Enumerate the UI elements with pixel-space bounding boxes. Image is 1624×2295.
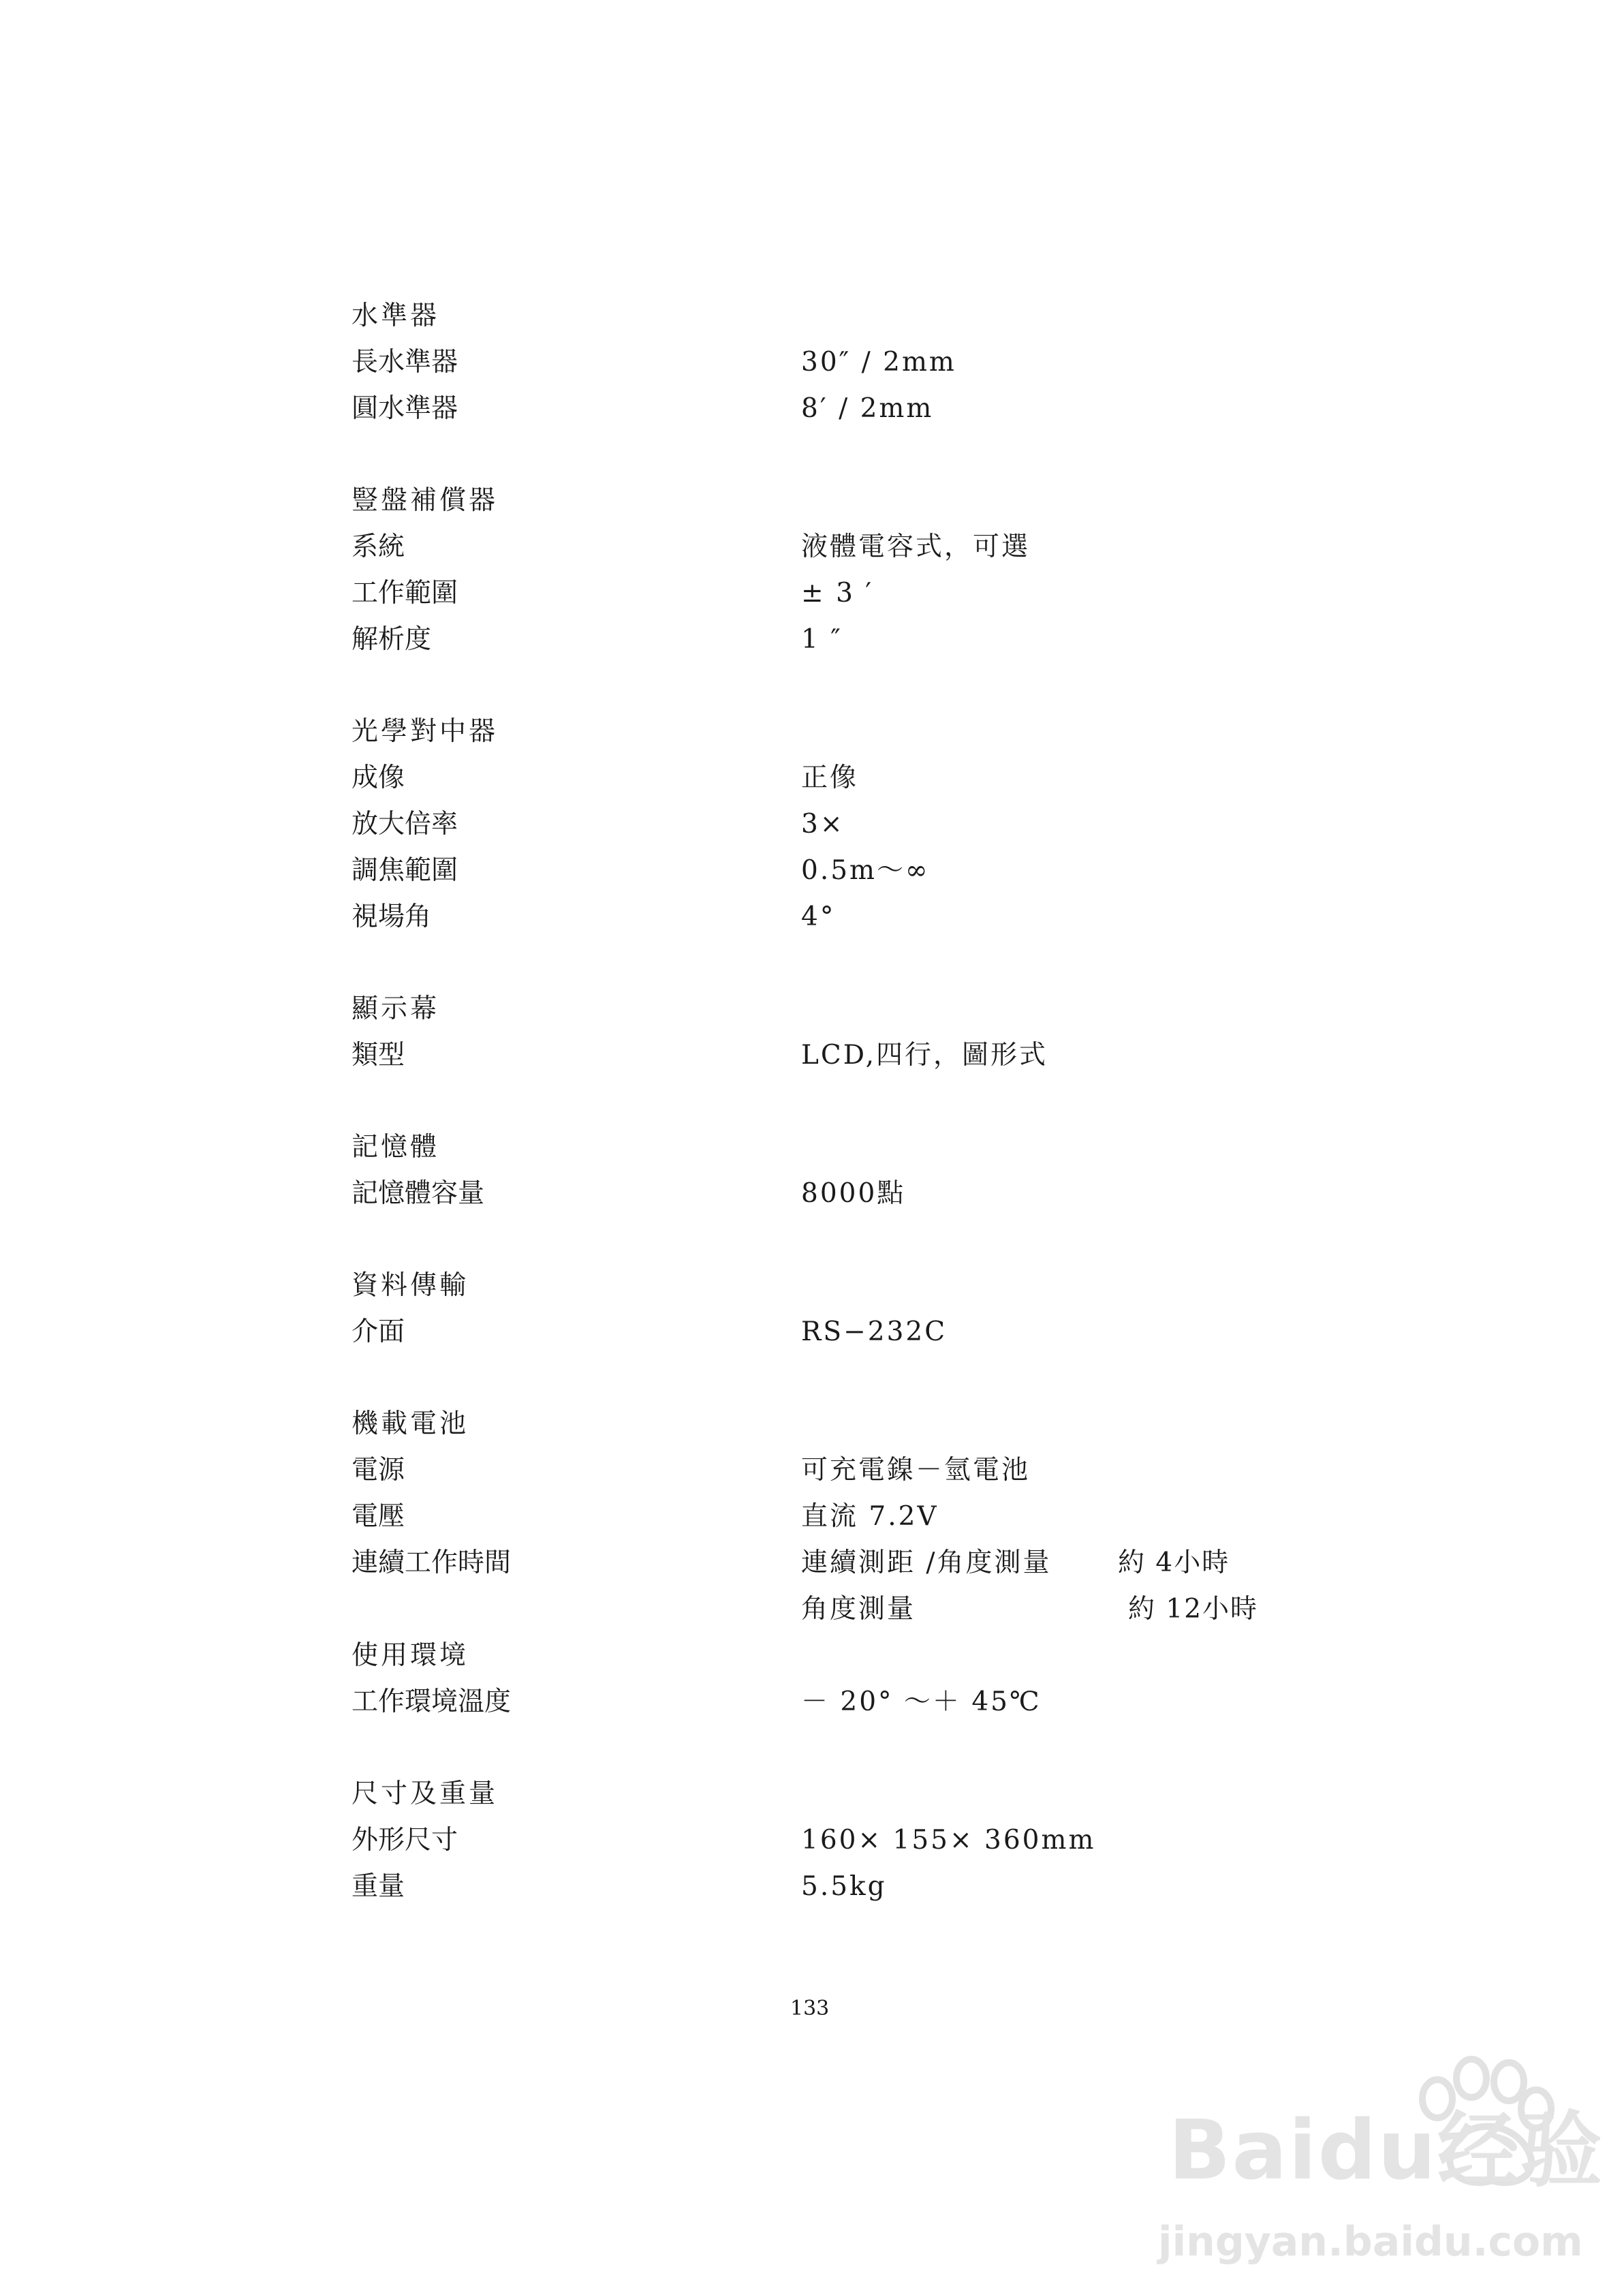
spec-label: 視場角 [352, 902, 432, 932]
spec-value: 1 ″ [801, 624, 843, 655]
spec-row [352, 1817, 1373, 1864]
spec-label: 調焦範圍 [352, 855, 458, 886]
spec-value: 液體電容式，可選 [801, 532, 1031, 562]
spec-label: 圓水準器 [352, 393, 458, 424]
section-title: 水準器 [352, 301, 440, 331]
spec-value: RS−232C [801, 1316, 948, 1347]
spec-label: 類型 [352, 1040, 405, 1071]
spec-label: 工作環境溫度 [352, 1686, 512, 1717]
section-optical-plummet [352, 709, 1373, 940]
spec-label: 系統 [352, 532, 405, 562]
page-number: 133 [790, 1997, 830, 2020]
section-title: 記憶體 [352, 1132, 440, 1162]
spec-value: 0.5m～∞ [801, 855, 930, 886]
spec-label: 電源 [352, 1455, 405, 1485]
spec-value: 可充電鎳－氫電池 [801, 1455, 1031, 1485]
spec-label: 重量 [352, 1871, 405, 1902]
spec-label: 工作範圍 [352, 578, 458, 609]
spec-value: － 20° ～＋ 45℃ [801, 1686, 1042, 1717]
spec-row [352, 617, 1373, 663]
section-level [352, 293, 1373, 432]
spec-row [352, 848, 1373, 894]
section-title: 光學對中器 [352, 716, 499, 747]
spec-value: ± 3 ′ [801, 578, 874, 609]
spec-value: 角度測量 [801, 1594, 916, 1624]
spec-value: LCD,四行，圖形式 [801, 1040, 1048, 1071]
spec-value: 4° [801, 902, 836, 932]
section-title: 資料傳輸 [352, 1270, 469, 1301]
section-title: 尺寸及重量 [352, 1778, 499, 1809]
spec-value: 5.5kg [801, 1871, 887, 1902]
spec-value-duration: 約 12小時 [1128, 1594, 1259, 1624]
spec-row [352, 1171, 1373, 1217]
section-data-transfer [352, 1263, 1373, 1355]
spec-row [352, 1864, 1373, 1910]
spec-row [352, 755, 1373, 801]
section-display [352, 986, 1373, 1079]
spec-row [352, 1494, 1373, 1540]
section-compensator [352, 478, 1373, 663]
spec-value: 160× 155× 360mm [801, 1825, 1096, 1855]
spec-row [352, 386, 1373, 432]
spec-row [352, 570, 1373, 617]
spec-row [352, 1679, 1373, 1725]
spec-value: 8000點 [801, 1178, 906, 1209]
spec-value: 連續測距 /角度測量 [801, 1547, 1052, 1578]
spec-value: 直流 7.2V [801, 1501, 939, 1532]
spec-row [352, 1586, 1373, 1633]
section-memory [352, 1124, 1373, 1217]
spec-row [352, 1540, 1373, 1586]
section-environment [352, 1633, 1373, 1725]
spec-row [352, 801, 1373, 848]
spec-row [352, 1447, 1373, 1494]
spec-label: 外形尺寸 [352, 1825, 458, 1855]
spec-value: 8′ / 2mm [801, 393, 934, 424]
spec-label: 放大倍率 [352, 809, 458, 840]
section-title: 機載電池 [352, 1408, 469, 1439]
spec-value-duration: 約 4小時 [1118, 1547, 1230, 1578]
spec-value: 30″ / 2mm [801, 347, 956, 378]
spec-row [352, 894, 1373, 940]
section-title: 顯示幕 [352, 994, 440, 1024]
watermark-url: jingyan.baidu.com [1158, 2218, 1583, 2266]
spec-value: 正像 [801, 763, 859, 793]
spec-label: 連續工作時間 [352, 1547, 512, 1578]
spec-label: 記憶體容量 [352, 1178, 485, 1209]
spec-row [352, 1309, 1373, 1355]
spec-label: 電壓 [352, 1501, 405, 1532]
spec-value: 3× [801, 809, 845, 840]
spec-row [352, 339, 1373, 386]
section-title: 豎盤補償器 [352, 485, 499, 516]
spec-label: 長水準器 [352, 347, 458, 378]
section-battery [352, 1401, 1373, 1633]
watermark-brand: Baidu经验 [1168, 2104, 1604, 2198]
spec-label: 解析度 [352, 624, 432, 655]
spec-label: 成像 [352, 763, 405, 793]
spec-label: 介面 [352, 1316, 405, 1347]
spec-row [352, 524, 1373, 570]
spec-list [352, 293, 1373, 1956]
section-dimensions [352, 1771, 1373, 1910]
spec-row [352, 1032, 1373, 1079]
section-title: 使用環境 [352, 1640, 469, 1671]
